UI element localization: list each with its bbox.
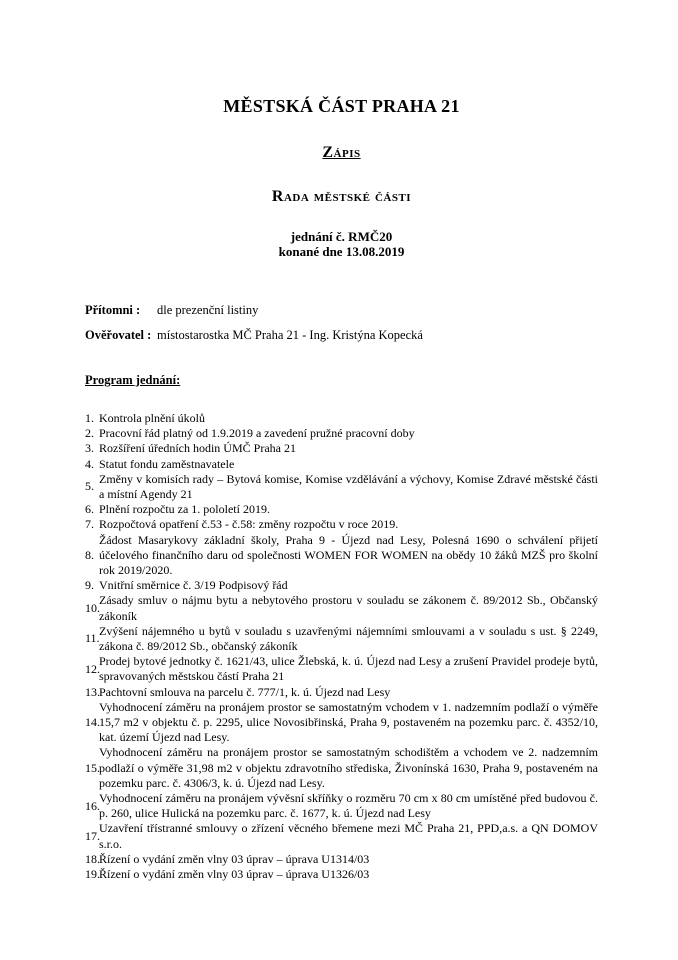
agenda-item — [85, 867, 598, 882]
attendance-label: Přítomni : — [85, 303, 141, 317]
agenda-item-text: Pachtovní smlouva na parcelu č. 777/1, k. ú. Újezd nad Lesy — [99, 684, 391, 699]
agenda-item — [85, 593, 598, 623]
meeting-number: jednání č. RMČ20 — [290, 229, 393, 244]
agenda-item-text: Žádost Masarykovy základní školy, Praha 9 - Újezd nad Lesy, Polesná 1690 o schválení přijetí účelového finančního daru od společnosti WOMEN FOR WOMEN na obědy 10 žáků MZŠ pro školní rok 2019/2020. — [99, 532, 598, 578]
agenda-item-text: Statut fondu zaměstnavatele — [99, 456, 235, 471]
agenda-item-text: Rozpočtová opatření č.53 - č.58: změny rozpočtu v roce 2019. — [99, 517, 399, 532]
agenda-item-text: Změny v komisích rady – Bytová komise, Komise vzdělávání a výchovy, Komise Zdravé městské části a místní Agendy 21 — [99, 471, 598, 502]
agenda-item-number: 13. — [85, 684, 100, 699]
agenda-item — [85, 745, 598, 791]
agenda-item-text: Vnitřní směrnice č. 3/19 Podpisový řád — [99, 578, 288, 593]
agenda-item-number: 17. — [85, 829, 100, 844]
agenda-item — [85, 685, 598, 700]
agenda-item-number: 5. — [85, 479, 94, 494]
agenda-item-text: Pracovní řád platný od 1.9.2019 a zavedení pružné pracovní doby — [99, 426, 415, 441]
agenda-item-number: 3. — [85, 441, 94, 456]
agenda-item — [85, 624, 598, 654]
agenda-item — [85, 700, 598, 746]
agenda-item-text: Kontrola plnění úkolů — [99, 411, 205, 425]
document-type-heading: Zápis — [322, 144, 361, 161]
agenda-item — [85, 502, 598, 517]
agenda-item-text: Uzavření třístranné smlouvy o zřízení věcného břemene mezi MČ Praha 21, PPD,a.s. a QN DOMOV s.r.o. — [99, 821, 598, 851]
agenda-item-text: Vyhodnocení záměru na pronájem prostor se samostatným vchodem v 1. nadzemním podlaží o výměře 15,7 m2 v objektu č. p. 2295, ulice Novosibřinská, Praha 9, postaveném na pozemku parc. č. 4352/10, kat. území Újezd nad Lesy. — [99, 699, 598, 745]
agenda-item-number: 1. — [85, 411, 94, 425]
agenda-item-text: Zásady smluv o nájmu bytu a nebytového prostoru v souladu se zákonem č. 89/2012 Sb., Občanský zákoník — [99, 593, 598, 623]
meeting-meta — [85, 303, 598, 343]
agenda-item-number: 2. — [85, 426, 94, 441]
agenda-item-text: Vyhodnocení záměru na pronájem prostor se samostatným schodištěm a vchodem ve 2. nadzemním podlaží o výměře 31,98 m2 v objektu zdravotního střediska, Živonínská 1630, Praha 9, postaveném na pozemku parc. č. 4306/3, k. ú. Újezd nad Lesy. — [99, 745, 598, 790]
agenda-heading: Program jednání: — [85, 373, 181, 387]
document-type-wrap — [85, 144, 598, 162]
agenda-item — [85, 441, 598, 456]
agenda-item-text: Zvýšení nájemného u bytů v souladu s uzavřenými nájemními smlouvami a v souladu s ust. § 2249, zákona č. 89/2012 Sb., občanský zákoník — [99, 623, 598, 654]
agenda-item — [85, 852, 598, 867]
agenda-item — [85, 791, 598, 821]
agenda-item — [85, 821, 598, 851]
agenda-item-number: 6. — [85, 502, 94, 517]
agenda-item — [85, 472, 598, 502]
agenda-item — [85, 411, 598, 426]
agenda-item-number: 10. — [85, 601, 100, 616]
agenda-item — [85, 457, 598, 472]
agenda-item-text: Řízení o vydání změn vlny 03 úprav – úprava U1314/03 — [99, 851, 370, 866]
agenda-item-number: 11. — [85, 631, 100, 646]
agenda-item-number: 14. — [85, 715, 100, 730]
agenda-item-number: 9. — [85, 578, 94, 593]
meeting-info — [85, 229, 598, 259]
verifier-row — [85, 328, 598, 343]
agenda-item — [85, 578, 598, 593]
council-name: Rada městské části — [271, 188, 412, 205]
agenda-item-number: 15. — [85, 760, 100, 775]
attendance-row — [85, 303, 598, 318]
verifier-value: místostarostka MČ Praha 21 - Ing. Kristýna Kopecká — [157, 328, 423, 342]
agenda-item-number: 16. — [85, 798, 100, 813]
agenda-item-text: Plnění rozpočtu za 1. pololetí 2019. — [99, 502, 270, 517]
agenda-item-text: Vyhodnocení záměru na pronájem vývěsní skříňky o rozměru 70 cm x 80 cm umístěné před budovou č. p. 260, ulice Hulická na pozemku parc. č. 1677, k. ú. Újezd nad Lesy — [99, 791, 598, 821]
agenda-item — [85, 533, 598, 579]
agenda-item-number: 8. — [85, 547, 94, 562]
agenda-item-number: 18. — [85, 851, 100, 866]
meeting-date: konané dne 13.08.2019 — [278, 244, 405, 259]
agenda-list — [85, 411, 598, 882]
agenda-item-number: 7. — [85, 517, 94, 532]
agenda-item — [85, 654, 598, 684]
verifier-label: Ověřovatel : — [85, 328, 152, 342]
agenda-item-number: 12. — [85, 661, 100, 676]
agenda-item-text: Rozšíření úředních hodin ÚMČ Praha 21 — [99, 441, 296, 456]
agenda-item — [85, 426, 598, 441]
agenda-item — [85, 517, 598, 532]
agenda-item-text: Prodej bytové jednotky č. 1621/43, ulice Žlebská, k. ú. Újezd nad Lesy a zrušení Pravidel prodeje bytů, spravovaných městskou částí Praha 21 — [99, 654, 598, 684]
agenda-item-number: 19. — [85, 867, 100, 882]
agenda-item-number: 4. — [85, 456, 94, 471]
agenda-item-text: Řízení o vydání změn vlny 03 úprav – úprava U1326/03 — [99, 867, 370, 882]
document-title: MĚSTSKÁ ČÁST PRAHA 21 — [223, 96, 460, 116]
attendance-value: dle prezenční listiny — [157, 303, 259, 317]
